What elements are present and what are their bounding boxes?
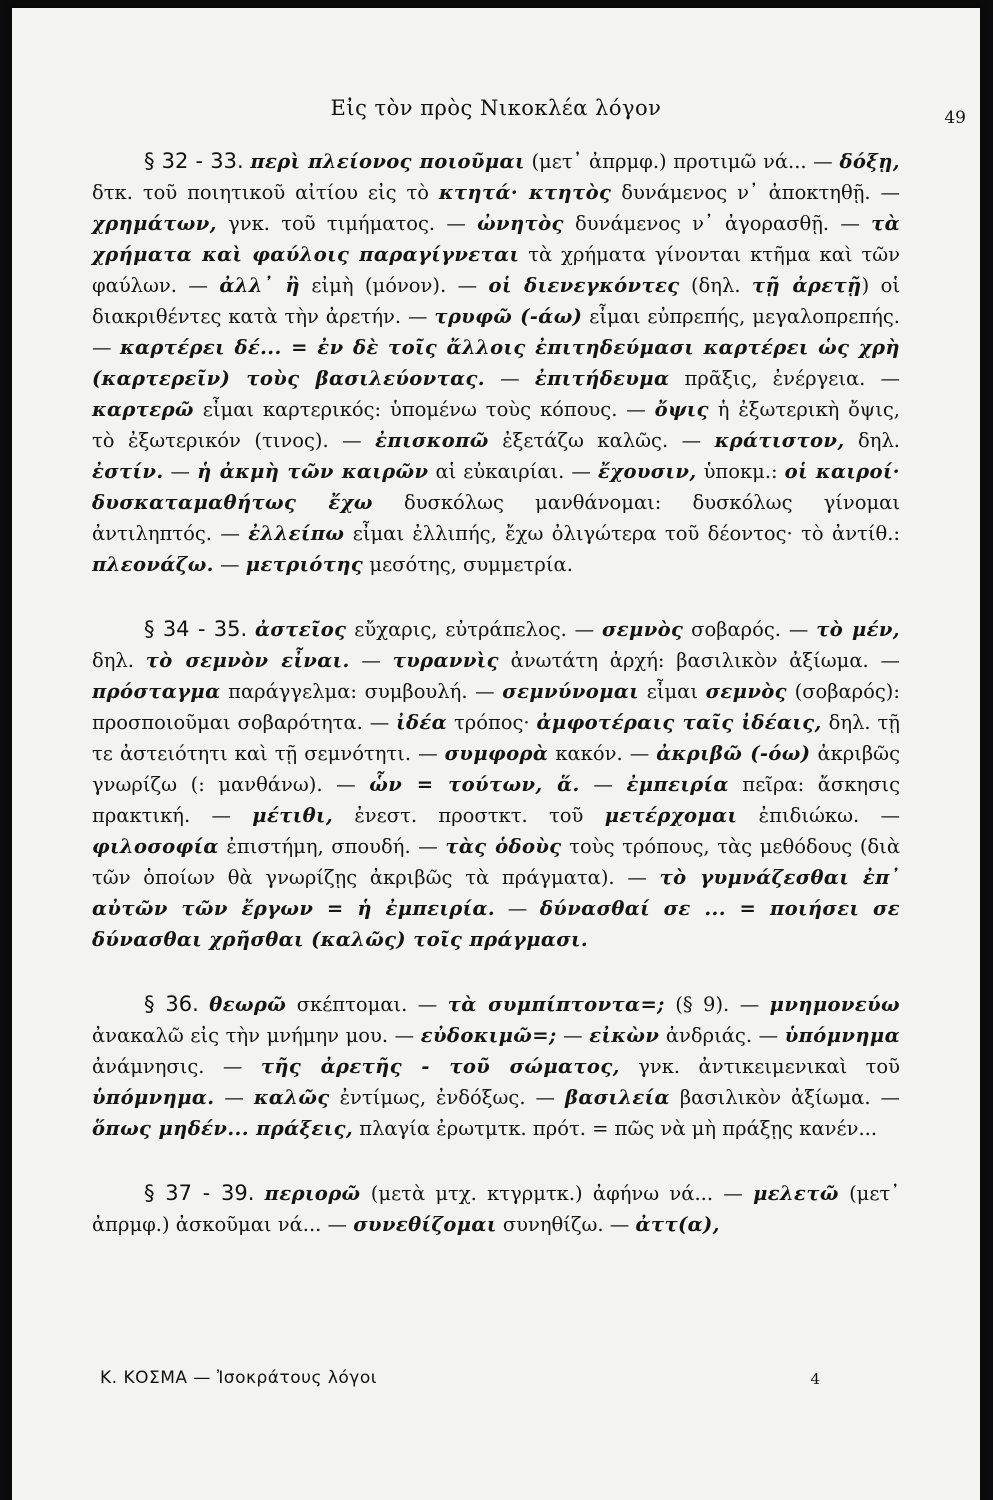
lemma-term: συμφορὰ <box>444 742 549 765</box>
gloss-text: ἀνδριάς. — <box>659 1024 785 1047</box>
lemma-term: ἀστεῖος <box>254 618 347 641</box>
gloss-text: δυνάμενος ν᾽ ἀγορασθῇ. — <box>563 212 872 235</box>
gloss-text: δυσκόλως μανθάνομαι: δυσκόλως γίνομαι ἀντιληπτός. — <box>92 491 900 545</box>
section-paragraph <box>92 1178 900 1240</box>
lemma-term: τρυφῶ (-άω) <box>434 305 583 328</box>
lemma-term: εἰκὼν <box>589 1024 660 1047</box>
lemma-term: τὸ μέν, <box>816 618 900 641</box>
gloss-text: δηλ. <box>844 429 901 452</box>
page-number: 49 <box>944 108 966 128</box>
gloss-text: ἀκριβῶς γνωρίζω (: μανθάνω). — <box>92 742 901 796</box>
footer-credit: Κ. ΚΟΣΜΑ — Ἰσοκράτους λόγοι <box>100 1368 378 1388</box>
lemma-term: μέτιθι, <box>252 804 334 827</box>
lemma-term: τὰ χρήματα καὶ φαύλοις παραγίγνεται <box>92 212 900 266</box>
lemma-term: πλεονάζω. <box>92 553 214 576</box>
gloss-text: τοὺς τρόπους, τὰς μεθόδους (διὰ τῶν ὁποίων θὰ γνωρίζῃς ἀκριβῶς τὰ πράγματα). — <box>92 835 900 889</box>
lemma-term: ὧν = τούτων, ἅ. <box>369 773 580 796</box>
lemma-term: κράτιστον, <box>714 429 845 452</box>
gloss-text: πεῖρα: ἄσκησις πρακτική. — <box>92 773 900 827</box>
gloss-text: — <box>163 460 198 483</box>
gloss-text: — <box>579 773 627 796</box>
gloss-text: — <box>213 553 246 576</box>
gloss-text: — <box>556 1024 590 1047</box>
gloss-text: μεσότης, συμμετρία. <box>363 553 573 576</box>
lemma-term: τῇ ἀρετῇ <box>751 274 862 297</box>
section-text <box>92 150 900 576</box>
gloss-text: βασιλικὸν ἀξίωμα. — <box>669 1086 900 1109</box>
lemma-term: κτητά· κτητὸς <box>438 181 612 204</box>
gloss-text: ἐπιδιώκω. — <box>737 804 900 827</box>
lemma-term: ἔχουσιν, <box>597 460 697 483</box>
commentary-body <box>92 146 900 1274</box>
lemma-term: περὶ πλείονος ποιοῦμαι <box>250 150 525 173</box>
lemma-term: σεμνὸς <box>602 618 684 641</box>
gloss-text: ) οἱ διακριθέντες κατὰ τὴν ἀρετήν. — <box>92 274 900 328</box>
gloss-text: εἶμαι καρτερικός: ὑπομένω τοὺς κόπους. — <box>193 398 655 421</box>
gloss-text: ἡ ἐξωτερικὴ ὄψις, τὸ ἐξωτερικόν (τινος). — <box>92 398 900 452</box>
section-number: § 37 - 39. <box>144 1181 255 1205</box>
lemma-term: εὐδοκιμῶ=; <box>420 1024 557 1047</box>
lemma-term: τὸ σεμνὸν εἶναι. <box>145 649 350 672</box>
section-32-33 <box>92 146 900 580</box>
lemma-term: δόξῃ, <box>839 150 900 173</box>
lemma-term: τὸ γυμνάζεσθαι ἐπ᾽ αὐτῶν τῶν ἔργων = ἡ ἐμπειρία. <box>92 866 900 920</box>
gloss-text: — <box>495 897 540 920</box>
gloss-text: πρᾶξις, ἐνέργεια. — <box>669 367 900 390</box>
section-paragraph <box>92 989 900 1144</box>
lemma-term: ἐλλείπω <box>248 522 345 545</box>
book-page <box>12 8 980 1500</box>
gloss-text: (μετ᾽ ἀπρμφ.) ἀσκοῦμαι νά... — <box>92 1182 900 1236</box>
gloss-text: (μετ᾽ ἀπρμφ.) προτιμῶ νά... — <box>524 150 840 173</box>
gloss-text: ἀνακαλῶ εἰς τὴν μνήμην μου. — <box>92 1024 421 1047</box>
lemma-term: ὑπόμνημα. <box>92 1086 215 1109</box>
running-header: Εἰς τὸν πρὸς Νικοκλέα λόγον <box>330 96 662 120</box>
lemma-term: σεμνὸς <box>705 680 787 703</box>
gloss-text: (§ 9). — <box>664 993 770 1016</box>
section-paragraph <box>92 146 900 580</box>
lemma-term: δύνασθαί σε ... = ποιήσει σε δύνασθαι χρῆσθαι (καλῶς) τοῖς πράγμασι. <box>92 897 900 951</box>
gloss-text: γνκ. τοῦ τιμήματος. — <box>216 212 478 235</box>
lemma-term: ἀλλ᾽ ἢ <box>219 274 300 297</box>
lemma-term: ἡ ἀκμὴ τῶν καιρῶν <box>197 460 429 483</box>
lemma-term: ἐπισκοπῶ <box>375 429 489 452</box>
gloss-text: εἰμὴ (μόνον). — <box>300 274 489 297</box>
gloss-text: εὔχαρις, εὐτράπελος. — <box>346 618 603 641</box>
lemma-term: τὰς ὁδοὺς <box>445 835 562 858</box>
lemma-term: καρτερῶ <box>92 398 194 421</box>
gloss-text: γνκ. ἀντικειμενικαὶ τοῦ <box>619 1055 901 1078</box>
section-text <box>92 618 900 951</box>
gloss-text: δηλ. τῇ τε ἀστειότητι καὶ τῇ σεμνότητι. — <box>92 711 900 765</box>
lemma-term: ἀκριβῶ (-όω) <box>656 742 811 765</box>
gloss-text: ἐπιστήμη, σπουδή. — <box>218 835 446 858</box>
lemma-term: πρόσταγμα <box>92 680 221 703</box>
gloss-text: συνηθίζω. — <box>496 1213 636 1236</box>
gloss-text: δηλ. <box>92 649 146 672</box>
section-number: § 34 - 35. <box>144 617 248 641</box>
lemma-term: βασιλεία <box>564 1086 670 1109</box>
lemma-term: συνεθίζομαι <box>353 1213 497 1236</box>
gloss-text: ἀνάμνησις. — <box>92 1055 261 1078</box>
lemma-term: ὠνητὸς <box>477 212 564 235</box>
lemma-term: ἐπιτήδευμα <box>534 367 670 390</box>
section-number: § 32 - 33. <box>144 149 244 173</box>
lemma-term: μελετῶ <box>753 1182 839 1205</box>
lemma-term: μετέρχομαι <box>604 804 738 827</box>
section-34-35 <box>92 614 900 955</box>
lemma-term: χρημάτων, <box>92 212 217 235</box>
lemma-term: οἱ καιροί· δυσκαταμαθήτως ἔχω <box>92 460 900 514</box>
gloss-text: ἐξετάζω καλῶς. — <box>488 429 715 452</box>
lemma-term: θεωρῶ <box>209 993 287 1016</box>
section-paragraph <box>92 614 900 955</box>
gloss-text: πλαγία ἐρωτμτκ. πρότ. = πῶς νὰ μὴ πράξῃς κανέν... <box>353 1117 878 1140</box>
lemma-term: μετριότης <box>245 553 364 576</box>
lemma-term: τὰ συμπίπτοντα=; <box>447 993 665 1016</box>
gloss-text: δυνάμενος ν᾽ ἀποκτηθῇ. — <box>611 181 900 204</box>
gloss-text: ἐνεστ. προστκτ. τοῦ <box>333 804 605 827</box>
gloss-text: κακόν. — <box>548 742 657 765</box>
gloss-text: ὑποκμ.: <box>696 460 785 483</box>
section-36 <box>92 989 900 1144</box>
lemma-term: καλῶς <box>253 1086 330 1109</box>
section-37-39 <box>92 1178 900 1240</box>
lemma-term: ἐστίν. <box>92 460 164 483</box>
gloss-text: — <box>214 1086 254 1109</box>
lemma-term: ἀττ(α), <box>635 1213 720 1236</box>
gloss-text: αἱ εὐκαιρίαι. — <box>428 460 598 483</box>
signature-mark: 4 <box>810 1370 820 1388</box>
gloss-text: παράγγελμα: συμβουλή. — <box>220 680 503 703</box>
lemma-term: σεμνύνομαι <box>502 680 640 703</box>
gloss-text: δτκ. τοῦ ποιητικοῦ αἰτίου εἰς τὸ <box>92 181 439 204</box>
lemma-term: τῆς ἀρετῆς - τοῦ σώματος, <box>260 1055 620 1078</box>
gloss-text: ἀνωτάτη ἀρχή: βασιλικὸν ἀξίωμα. — <box>498 649 900 672</box>
gloss-text: εἶμαι ἐλλιπής, ἔχω ὀλιγώτερα τοῦ δέοντος· τὸ ἀντίθ.: <box>344 522 901 545</box>
lemma-term: περιορῶ <box>264 1182 361 1205</box>
lemma-term: ἰδέα <box>396 711 448 734</box>
gloss-text: σκέπτομαι. — <box>286 993 448 1016</box>
gloss-text: τρόπος· <box>447 711 537 734</box>
gloss-text: — <box>349 649 393 672</box>
gloss-text: (μετὰ μτχ. κτγρμτκ.) ἀφήνω νά... — <box>360 1182 754 1205</box>
lemma-term: μνημονεύω <box>769 993 900 1016</box>
gloss-text: — <box>485 367 535 390</box>
section-number: § 36. <box>144 992 199 1016</box>
lemma-term: οἱ διενεγκόντες <box>488 274 680 297</box>
section-text <box>92 993 900 1140</box>
gloss-text: ἐντίμως, ἐνδόξως. — <box>329 1086 565 1109</box>
lemma-term: καρτέρει δέ... = ἐν δὲ τοῖς ἄλλοις ἐπιτηδεύμασι καρτέρει ὡς χρὴ (καρτερεῖν) τοὺς βασιλεύοντας. <box>92 336 900 390</box>
lemma-term: ἀμφοτέραις ταῖς ἰδέαις, <box>536 711 822 734</box>
gloss-text: σοβαρός. — <box>683 618 817 641</box>
gloss-text: (σοβαρός): προσποιοῦμαι σοβαρότητα. — <box>92 680 900 734</box>
lemma-term: φιλοσοφία <box>92 835 219 858</box>
gloss-text: εἶμαι εὐπρεπής, μεγαλοπρεπής. — <box>92 305 900 359</box>
lemma-term: ὄψις <box>654 398 709 421</box>
gloss-text: τὰ χρήματα γίνονται κτῆμα καὶ τῶν φαύλων. — <box>92 243 900 297</box>
lemma-term: ὅπως μηδέν... πράξεις, <box>92 1117 354 1140</box>
gloss-text: (δηλ. <box>679 274 752 297</box>
gloss-text: εἶμαι <box>639 680 706 703</box>
lemma-term: ἐμπειρία <box>626 773 729 796</box>
lemma-term: τυραννὶς <box>392 649 499 672</box>
lemma-term: ὑπόμνημα <box>784 1024 900 1047</box>
